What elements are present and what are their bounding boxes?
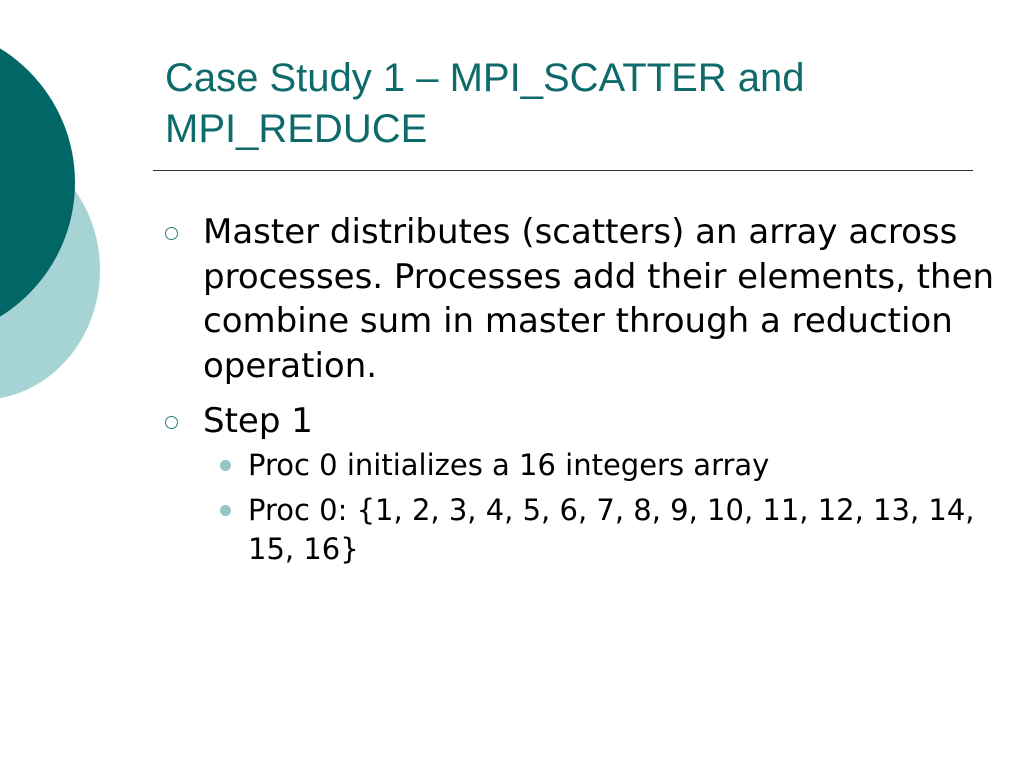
slide-title [165, 53, 985, 155]
slide-title-line-2: MPI_REDUCE [165, 107, 428, 151]
dot-bullet-icon [220, 505, 231, 516]
bullet-text: Step 1 [203, 401, 313, 441]
sub-bullet-text: Proc 0: {1, 2, 3, 4, 5, 6, 7, 8, 9, 10, 11, 12, 13, 14, 15, 16} [248, 492, 975, 566]
hollow-circle-bullet-icon [165, 416, 178, 429]
sub-bullet-array-values [165, 491, 995, 569]
slide-title-line-1: Case Study 1 – MPI_SCATTER and [165, 56, 805, 100]
sub-bullet-text: Proc 0 initializes a 16 integers array [248, 447, 770, 482]
slide-body [165, 210, 995, 575]
dot-bullet-icon [220, 460, 231, 471]
sub-bullet-initializes [165, 446, 995, 485]
hollow-circle-bullet-icon [165, 227, 178, 240]
title-divider [153, 170, 973, 171]
bullet-text: Master distributes (scatters) an array across processes. Processes add their elements, then combine sum in master through a reduction operation. [203, 212, 995, 386]
bullet-step-1 [165, 399, 995, 444]
bullet-master-distributes [165, 210, 995, 388]
